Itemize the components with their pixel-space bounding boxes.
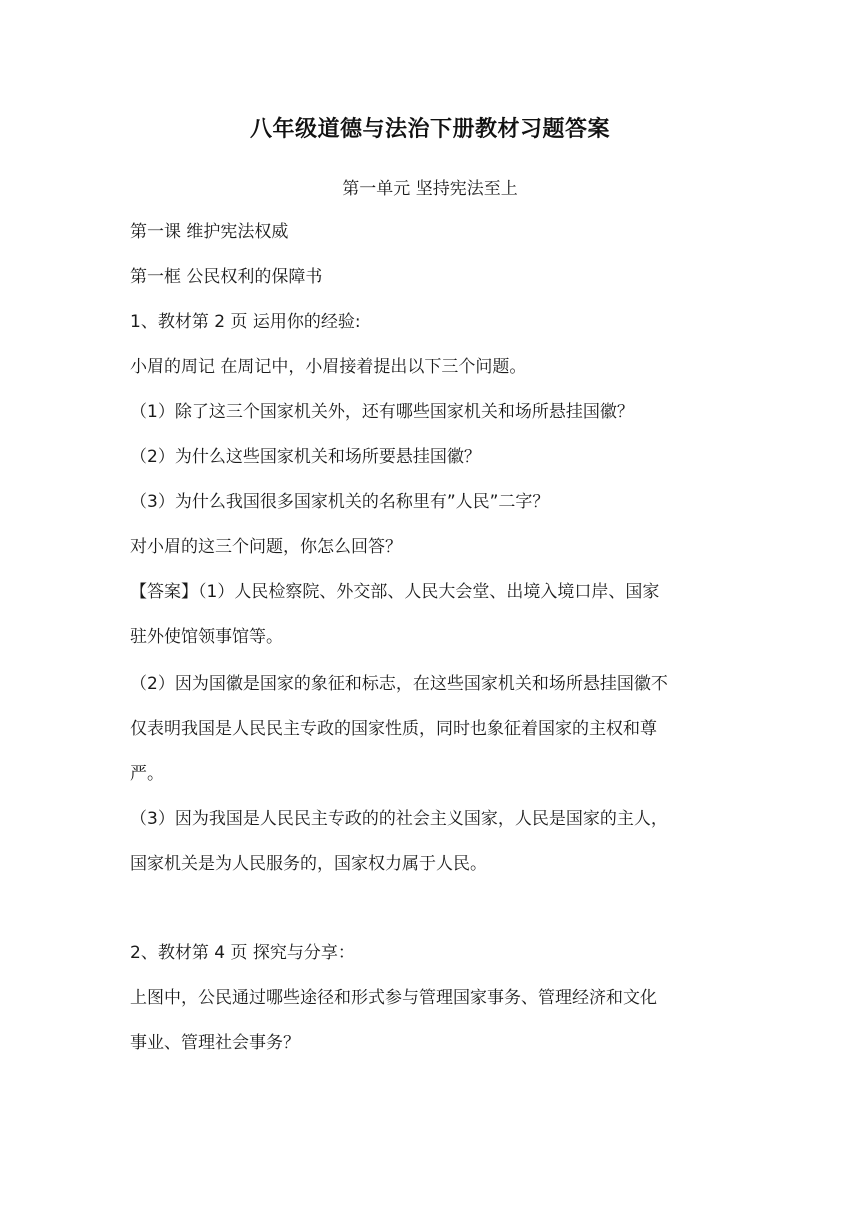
paragraph-line: 事业、管理社会事务？: [130, 1033, 300, 1053]
question-2-heading: 2、教材第 4 页 探究与分享：: [130, 943, 355, 963]
paragraph-line: 小眉的周记 在周记中，小眉接着提出以下三个问题。: [130, 357, 527, 377]
question-line: （1）除了这三个国家机关外，还有哪些国家机关和场所悬挂国徽？: [130, 402, 634, 422]
answer-line: 国家机关是为人民服务的，国家权力属于人民。: [130, 854, 487, 874]
answer-line: 【答案】（1）人民检察院、外交部、人民大会堂、出境入境口岸、国家: [130, 582, 660, 602]
section-heading: 第一框 公民权利的保障书: [130, 267, 323, 287]
question-line: （3）为什么我国很多国家机关的名称里有”人民”二字？: [130, 492, 550, 512]
answer-line: （3）因为我国是人民民主专政的的社会主义国家，人民是国家的主人，: [130, 809, 668, 829]
lesson-heading: 第一课 维护宪法权威: [130, 222, 289, 242]
answer-line: 严。: [130, 764, 164, 784]
unit-heading: 第一单元 坚持宪法至上: [342, 179, 518, 199]
answer-line: （2）因为国徽是国家的象征和标志，在这些国家机关和场所悬挂国徽不: [130, 674, 668, 694]
question-line: （2）为什么这些国家机关和场所要悬挂国徽？: [130, 447, 481, 467]
question-1-heading: 1、教材第 2 页 运用你的经验:: [130, 312, 361, 332]
document-title: 八年级道德与法治下册教材习题答案: [249, 117, 610, 142]
answer-line: 仅表明我国是人民民主专政的国家性质，同时也象征着国家的主权和尊: [130, 719, 657, 739]
paragraph-line: 上图中，公民通过哪些途径和形式参与管理国家事务、管理经济和文化: [130, 988, 657, 1008]
answer-line: 驻外使馆领事馆等。: [130, 627, 283, 647]
paragraph-line: 对小眉的这三个问题，你怎么回答？: [130, 537, 402, 557]
